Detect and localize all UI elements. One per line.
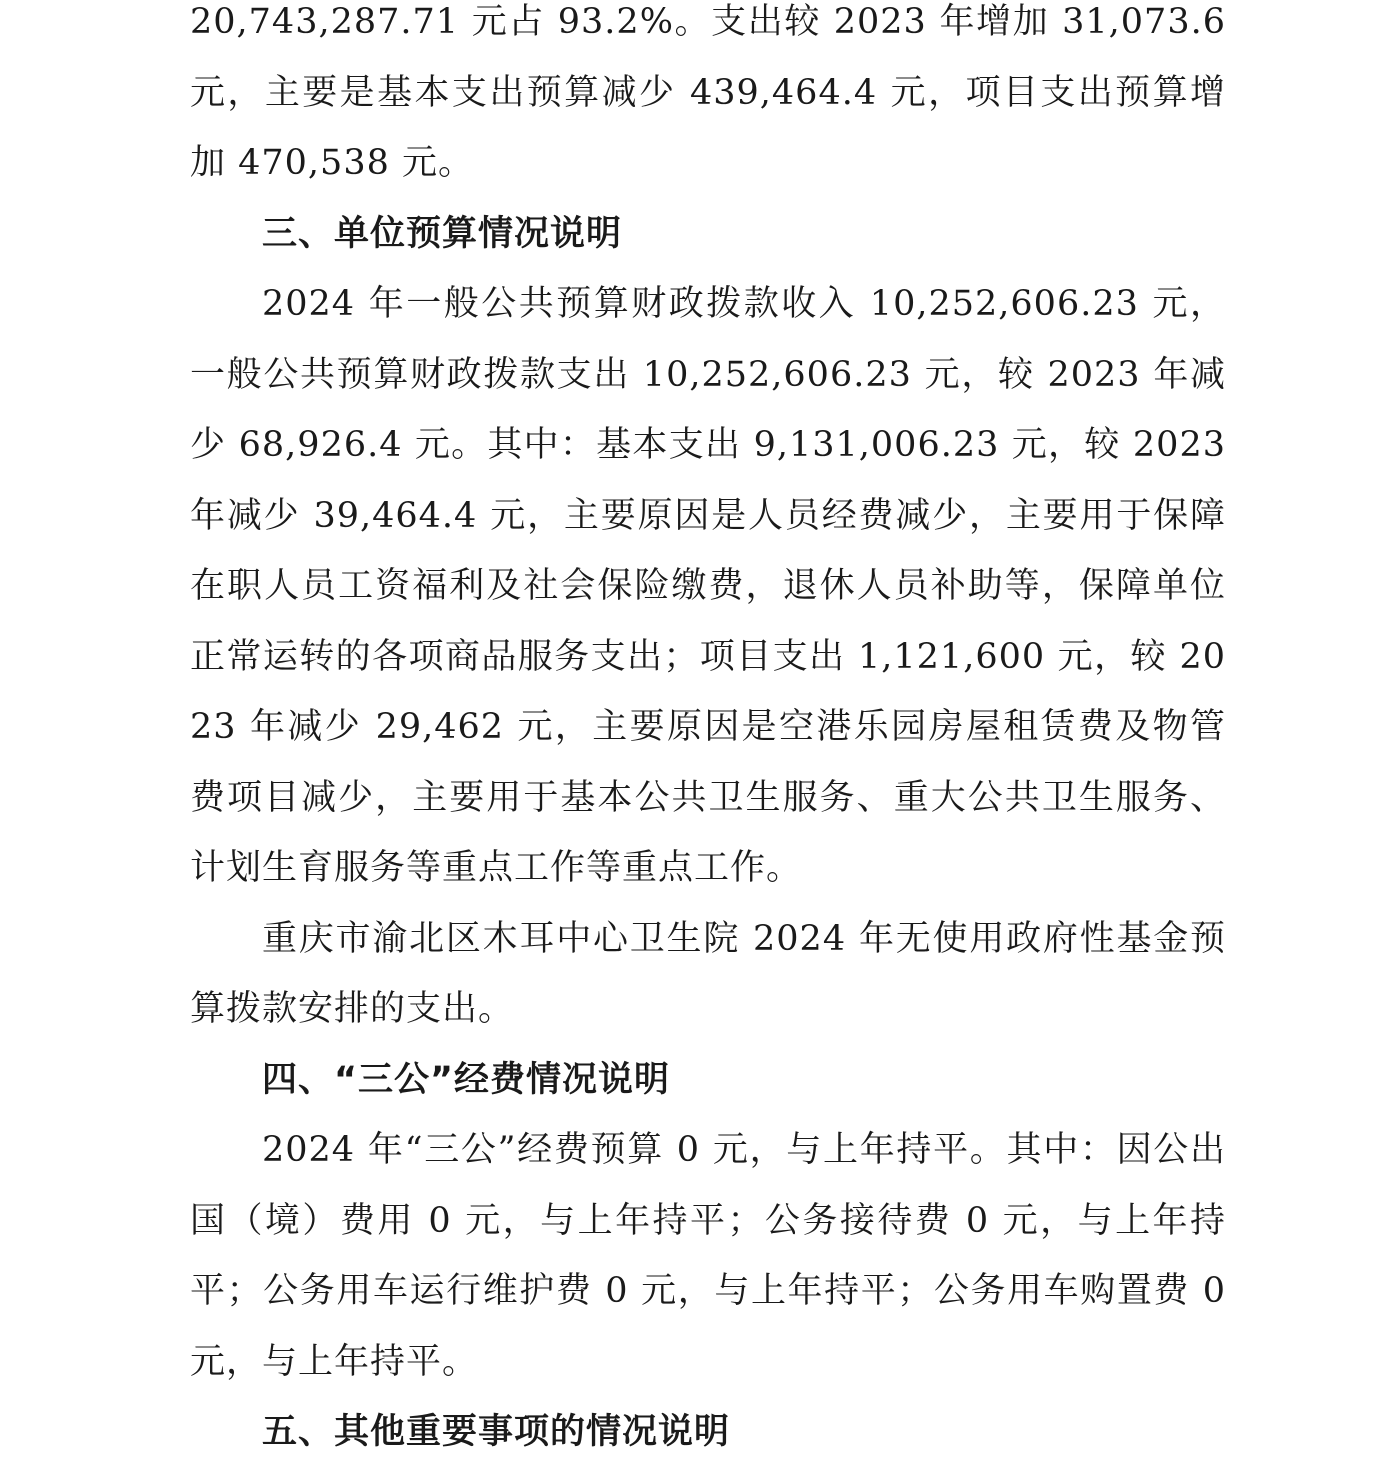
document-page: [190, 0, 1226, 1468]
section-heading-other-matters: 五、其他重要事项的情况说明: [262, 1412, 731, 1452]
body-paragraph-income-expenditure-summary: 20,743,287.71 元占 93.2%。支出较 2023 年增加 31,073.6 元，主要是基本支出预算减少 439,464.4 元，项目支出预算增加 470,538 元。: [190, 2, 1226, 183]
section-heading-three-public-expenses: 四、“三公”经费情况说明: [262, 1059, 671, 1100]
body-paragraph-general-public-budget: 2024 年一般公共预算财政拨款收入 10,252,606.23 元，一般公共预算财政拨款支出 10,252,606.23 元，较 2023 年减少 68,926.4 元。其中：基本支出 9,131,006.23 元，较 2023 年减少 39,464.4 元，主要原因是人员经费减少，主要用于保障在职人员工资福利及社会保险缴费，退休人员补助等，保障单位正常运转的各项商品服务支出；项目支出 1,121,600 元，较 2023 年减少 29,462 元，主要原因是空港乐园房屋租赁费及物管费项目减少，主要用于基本公共卫生服务、重大公共卫生服务、计划生育服务等重点工作等重点工作。: [190, 284, 1226, 888]
section-heading-unit-budget: 三、单位预算情况说明: [262, 213, 623, 254]
body-paragraph-government-fund-budget: 重庆市渝北区木耳中心卫生院 2024 年无使用政府性基金预算拨款安排的支出。: [190, 918, 1226, 1029]
body-paragraph-three-public-expenses: 2024 年“三公”经费预算 0 元，与上年持平。其中：因公出国（境）费用 0 元，与上年持平；公务接待费 0 元，与上年持平；公务用车运行维护费 0 元，与上年持平；公务用车购置费 0 元，与上年持平。: [190, 1130, 1226, 1382]
